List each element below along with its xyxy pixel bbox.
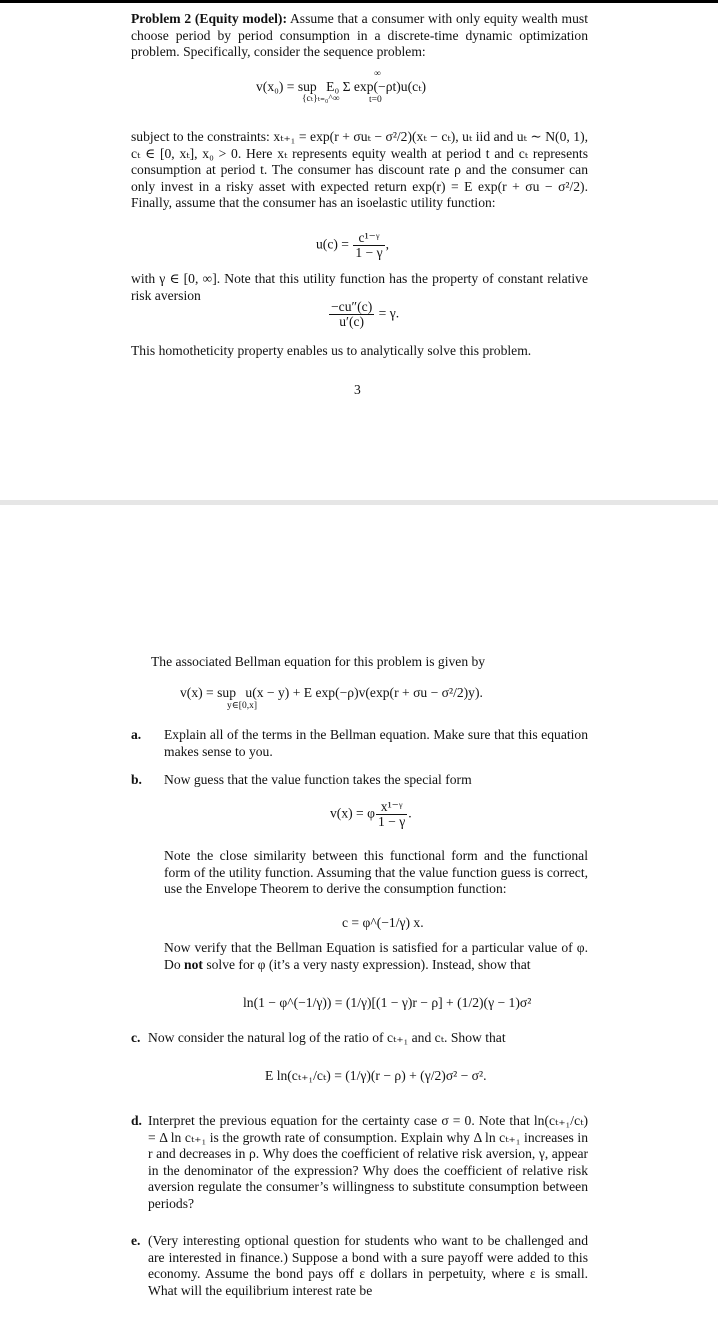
utility-numerator: c¹⁻ᵞ [353, 231, 384, 246]
growth-equation: E ln(cₜ₊₁/cₜ) = (1/γ)(r − ρ) + (γ/2)σ² − σ². [265, 1068, 487, 1083]
sum-lower-limit: t=0 [369, 95, 382, 105]
vf-denominator: 1 − γ [377, 814, 406, 829]
crra-equation [328, 300, 399, 329]
part-e-text: (Very interesting optional question for students who want to be challenged and are interested in finance.) Suppose a bond with a sure payoff were added to this economy. Assume the bond pays off ε dollars in perpetuity, where ε is small. What will the equilibrium interest rate be [148, 1233, 588, 1298]
gamma-paragraph: with γ ∈ [0, ∞]. Note that this utility function has the property of constant relative risk aversion [131, 271, 588, 303]
bellman-equation [180, 685, 483, 711]
homotheticity-sentence: This homotheticity property enables us to analytically solve this problem. [131, 343, 532, 358]
page-1 [0, 3, 718, 500]
part-d-label: d. [131, 1113, 142, 1128]
bellman-sup-subscript: y∈[0,x] [227, 701, 257, 711]
problem-heading: Problem 2 (Equity model): [131, 11, 287, 26]
part-b-text-3 [164, 940, 588, 973]
eq-sup-subscript: {cₜ}ₜ₌₀^∞ [302, 94, 340, 104]
part-a-text: Explain all of the terms in the Bellman equation. Make sure that this equation makes sense to you. [164, 727, 588, 759]
value-function-equation: v(x) = φ $\frac{\text{x¹⁻ᵞ}}{1 - \gamma}$ . [330, 799, 412, 829]
utility-equation: u(c) = $\frac{\text{c¹⁻ᵞ}}{1 - \gamma}$ , [316, 230, 390, 260]
part-c-text: Now consider the natural log of the ratio of cₜ₊₁ and cₜ. Show that [148, 1030, 506, 1045]
b-text3-post: solve for φ (it’s a very nasty expression). Instead, show that [206, 956, 531, 972]
consumption-function-equation: c = φ^(−1/γ) x. [342, 915, 424, 930]
crra-fraction [329, 300, 374, 329]
eq-value-rhs: E₀ Σ exp(−ρt)u(cₜ) [326, 79, 427, 94]
part-a-label: a. [131, 727, 142, 742]
eq-value-lhs: v(x₀) = sup [256, 79, 317, 94]
utility-lhs: u(c) = [316, 236, 349, 252]
vf-numerator: x¹⁻ᵞ [376, 800, 407, 815]
b-text3-not: not [184, 956, 203, 972]
crra-denominator: u′(c) [339, 314, 365, 329]
part-e-label: e. [131, 1233, 141, 1248]
page-2 [0, 505, 718, 1317]
utility-fraction [353, 231, 384, 260]
phi-equation: ln(1 − φ^(−1/γ)) = (1/γ)[(1 − γ)r − ρ] + (1/2)(γ − 1)σ² [243, 995, 532, 1010]
crra-rhs: = γ. [378, 305, 400, 321]
b-text3-pre: Now verify that the Bellman Equation is satisfied for a particular value of φ. Do [164, 940, 588, 972]
sum-upper-limit: ∞ [374, 69, 381, 79]
page-number: 3 [354, 382, 361, 397]
crra-numerator: −cu″(c) [331, 299, 373, 314]
constraints-paragraph: subject to the constraints: xₜ₊₁ = exp(r + σuₜ − σ²/2)(xₜ − cₜ), uₜ iid and uₜ ∼ N(0, 1), cₜ ∈ [0, xₜ], x₀ > 0. Here xₜ represents equity wealth at period t and cₜ represents consumption at period t. The consumer has discount rate ρ and the consumer can only invest in a risky asset with expected return exp(r) = E exp(r + σu − σ²/2). Finally, assume that the consumer has an isoelastic utility function: [131, 129, 588, 211]
utility-denominator: 1 − γ [355, 245, 383, 260]
problem-intro [131, 11, 588, 61]
bellman-lhs: v(x) = sup [180, 685, 236, 700]
part-b-text: Now guess that the value function takes the special form [164, 772, 472, 787]
sequence-problem-equation [256, 69, 427, 105]
part-c-label: c. [131, 1030, 141, 1045]
vf-fraction [376, 800, 407, 829]
part-b-label: b. [131, 772, 142, 787]
bellman-intro: The associated Bellman equation for this problem is given by [151, 654, 486, 669]
part-d-text: Interpret the previous equation for the certainty case σ = 0. Note that ln(cₜ₊₁/cₜ) = Δ ln cₜ₊₁ is the growth rate of consumption. Explain why Δ ln cₜ₊₁ increases in r and decreases in ρ. Why does the coefficient of relative risk aversion, γ, appear in the denominator of the expression? Why does the coefficient of relative risk aversion regulate the consumer’s willingness to substitute consumption between periods? [148, 1113, 588, 1211]
vf-lhs: v(x) = φ [330, 805, 375, 821]
intro-text: Assume that a consumer with only equity wealth must choose period by period consumption in a discrete-time dynamic optimization problem. Specifically, consider the sequence problem: [131, 11, 588, 60]
part-b-text-2: Note the close similarity between this functional form and the functional form of the utility function. Assuming that the value function guess is correct, use the Envelope Theorem to derive the consumption function: [164, 848, 588, 897]
bellman-rhs: u(x − y) + E exp(−ρ)v(exp(r + σu − σ²/2)y). [245, 685, 483, 700]
